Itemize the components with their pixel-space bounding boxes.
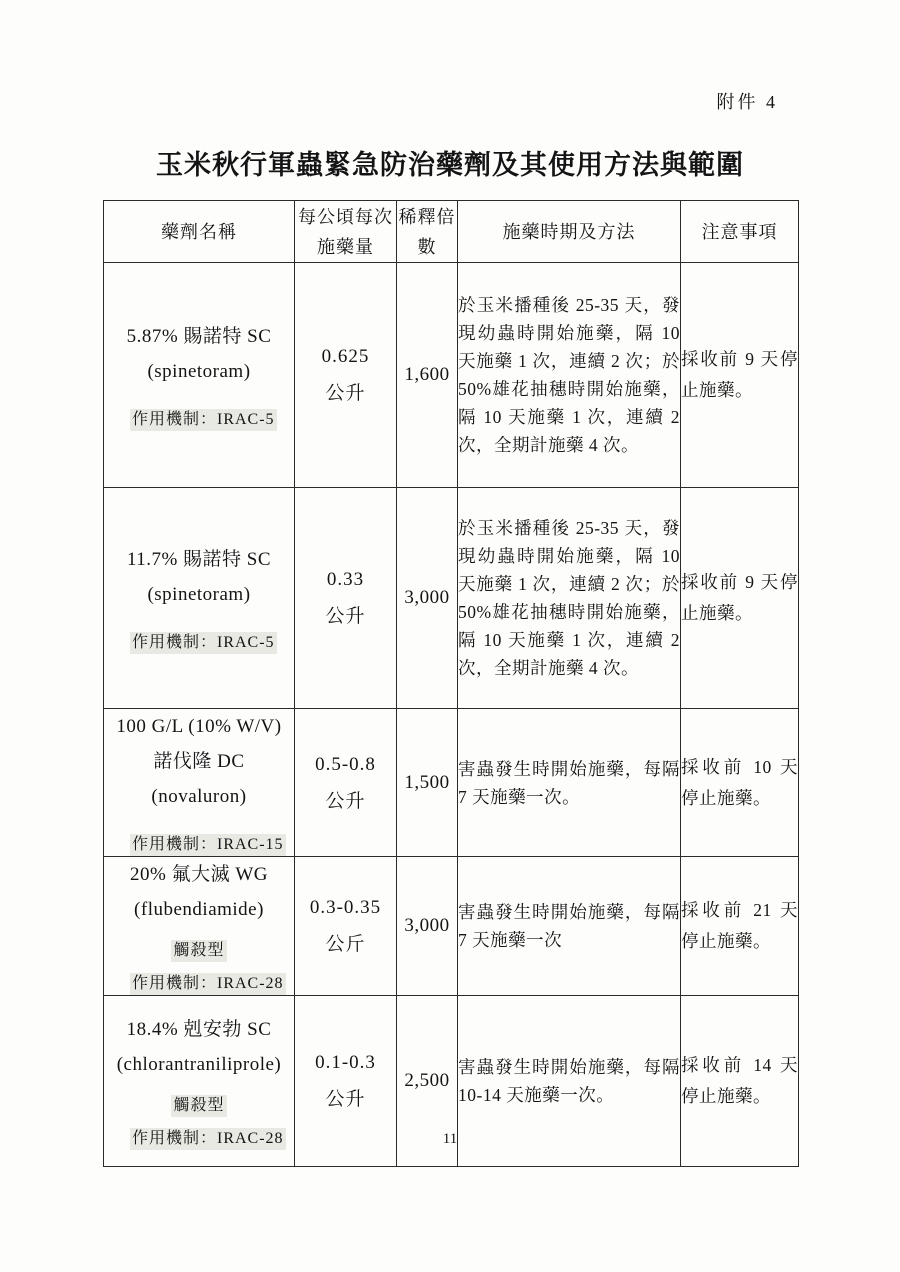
page-number: 11 — [442, 1131, 458, 1147]
method-cell: 害蟲發生時開始施藥，每隔 7 天施藥一次 — [458, 857, 681, 996]
dose-unit: 公升 — [325, 606, 366, 627]
type-label-row — [104, 940, 294, 962]
pesticide-name-line: 諾伐隆 DC — [153, 751, 245, 772]
dose-value: 0.5-0.8 — [315, 753, 376, 775]
attachment-label: 附件 4 — [716, 92, 778, 112]
dilution-cell: 3,000 — [397, 488, 458, 709]
pesticide-name-line: (flubendiamide) — [134, 899, 264, 920]
mechanism-row — [104, 834, 294, 856]
dose-unit: 公升 — [325, 1089, 366, 1110]
column-header-method: 施藥時期及方法 — [458, 201, 681, 263]
mechanism-row — [104, 973, 294, 995]
note-cell: 採收前 14 天停止施藥。 — [681, 996, 799, 1167]
mechanism-row — [104, 632, 294, 654]
mechanism-label: 作用機制：IRAC-28 — [130, 1128, 286, 1150]
dose-cell — [295, 709, 397, 857]
mechanism-label: 作用機制：IRAC-5 — [130, 409, 277, 431]
pesticide-table — [103, 200, 799, 1167]
pesticide-name-line: (novaluron) — [151, 786, 247, 807]
pesticide-name-line: (spinetoram) — [147, 584, 251, 605]
pesticide-name-line: 5.87% 賜諾特 SC — [126, 326, 272, 347]
dilution-cell: 1,500 — [397, 709, 458, 857]
table-row — [104, 857, 799, 996]
header-row — [104, 201, 799, 263]
method-cell: 於玉米播種後 25-35 天，發現幼蟲時開始施藥，隔 10 天施藥 1 次，連續 2 次；於 50%雄花抽穗時開始施藥，隔 10 天施藥 1 次，連續 2 次，全期計施藥 4 次。 — [458, 263, 681, 488]
page-title: 玉米秋行軍蟲緊急防治藥劑及其使用方法與範圍 — [156, 150, 744, 180]
dose-unit: 公斤 — [325, 934, 366, 955]
dose-value: 0.1-0.3 — [315, 1052, 376, 1073]
dose-unit: 公升 — [325, 383, 366, 404]
pesticide-name-line: 11.7% 賜諾特 SC — [126, 549, 272, 570]
type-label: 觸殺型 — [171, 1095, 226, 1117]
method-cell: 害蟲發生時開始施藥，每隔 10-14 天施藥一次。 — [458, 996, 681, 1167]
mechanism-label: 作用機制：IRAC-15 — [130, 834, 286, 856]
dose-value: 0.33 — [326, 569, 365, 590]
table-row — [104, 709, 799, 857]
dilution-cell: 2,500 — [397, 996, 458, 1167]
dose-cell — [295, 263, 397, 488]
pesticide-name-line: 20% 氟大滅 WG — [130, 864, 268, 885]
pesticide-name-line: (spinetoram) — [147, 361, 251, 382]
table-body — [104, 263, 799, 1167]
table-row — [104, 263, 799, 488]
pesticide-name-cell — [104, 709, 295, 857]
dilution-cell: 3,000 — [397, 857, 458, 996]
mechanism-row — [104, 409, 294, 431]
type-label-row — [104, 1095, 294, 1117]
method-cell: 害蟲發生時開始施藥，每隔 7 天施藥一次。 — [458, 709, 681, 857]
type-label: 觸殺型 — [171, 940, 226, 962]
pesticide-name-line: 18.4% 剋安勃 SC — [126, 1019, 272, 1040]
mechanism-label: 作用機制：IRAC-5 — [130, 632, 277, 654]
pesticide-name-cell — [104, 488, 295, 709]
table-row — [104, 488, 799, 709]
note-cell: 採收前 21 天停止施藥。 — [681, 857, 799, 996]
column-header-dilution: 稀釋倍數 — [397, 201, 458, 263]
note-cell: 採收前 9 天停止施藥。 — [681, 488, 799, 709]
method-cell: 於玉米播種後 25-35 天，發現幼蟲時開始施藥，隔 10 天施藥 1 次，連續 2 次；於 50%雄花抽穗時開始施藥，隔 10 天施藥 1 次，連續 2 次，全期計施藥 4 次。 — [458, 488, 681, 709]
column-header-notes: 注意事項 — [681, 201, 799, 263]
column-header-dose: 每公頃每次施藥量 — [295, 201, 397, 263]
pesticide-name-cell — [104, 263, 295, 488]
pesticide-name-cell — [104, 857, 295, 996]
dose-unit: 公升 — [325, 790, 366, 812]
note-cell: 採收前 10 天停止施藥。 — [681, 709, 799, 857]
pesticide-name-line: 100 G/L (10% W/V) — [116, 716, 282, 737]
pesticide-name-line: (chlorantraniliprole) — [116, 1054, 282, 1075]
note-cell: 採收前 9 天停止施藥。 — [681, 263, 799, 488]
column-header-name: 藥劑名稱 — [104, 201, 295, 263]
dose-value: 0.625 — [321, 346, 370, 367]
dose-value: 0.3-0.35 — [309, 897, 382, 918]
dose-cell — [295, 857, 397, 996]
dose-cell — [295, 488, 397, 709]
mechanism-label: 作用機制：IRAC-28 — [130, 973, 286, 995]
dilution-cell: 1,600 — [397, 263, 458, 488]
